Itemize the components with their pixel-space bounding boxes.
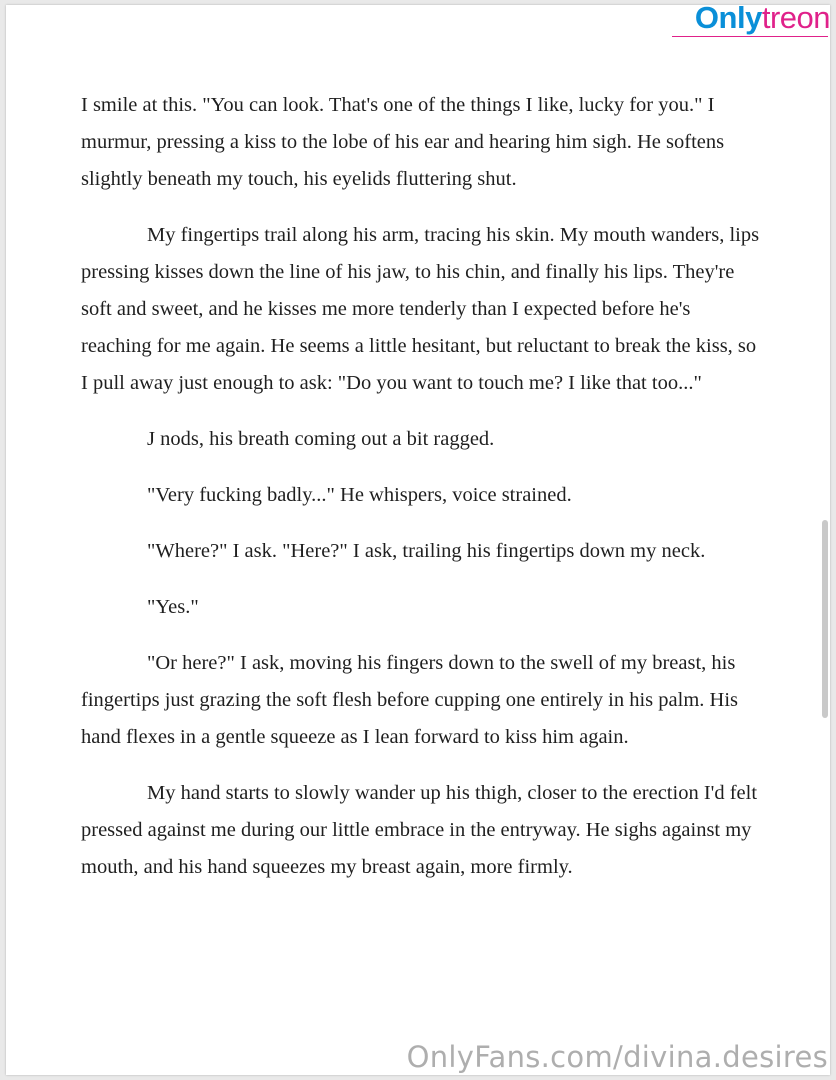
logo-part-treon: treon (761, 0, 830, 35)
paragraph: "Yes." (147, 596, 199, 618)
paragraph: My hand starts to slowly wander up his thigh, closer to the erection I'd felt pressed against me during our little embrace in the entryway. He sighs against my mouth, and his hand squeezes my breast again, more firmly. (81, 782, 758, 878)
document-body (81, 87, 761, 905)
paragraph: J nods, his breath coming out a bit ragged. (147, 428, 495, 450)
paragraph: I smile at this. "You can look. That's one of the things I like, lucky for you." I murmur, pressing a kiss to the lobe of his ear and hearing him sigh. He softens slightly beneath my touch, his eyelids fluttering shut. (81, 94, 725, 190)
logo-underline (672, 36, 828, 37)
paragraph: My fingertips trail along his arm, tracing his skin. My mouth wanders, lips pressing kisses down the line of his jaw, to his chin, and finally his lips. They're soft and sweet, and he kisses me more tenderly than I expected before he's reaching for me again. He seems a little hesitant, but reluctant to break the kiss, so I pull away just enough to ask: "Do you want to touch me? I like that too..." (81, 224, 760, 394)
vertical-scrollbar-thumb[interactable] (822, 520, 828, 718)
paragraph: "Where?" I ask. "Here?" I ask, trailing his fingertips down my neck. (147, 540, 706, 562)
document-page (6, 5, 830, 1075)
onlytreon-logo (695, 0, 830, 36)
paragraph: "Very fucking badly..." He whispers, voice strained. (147, 484, 572, 506)
logo-part-only: Only (694, 0, 762, 35)
paragraph: "Or here?" I ask, moving his fingers down to the swell of my breast, his fingertips just grazing the soft flesh before cupping one entirely in his palm. His hand flexes in a gentle squeeze as I lean forward to kiss him again. (81, 652, 738, 748)
watermark-text: OnlyFans.com/divina.desires (406, 1040, 828, 1074)
